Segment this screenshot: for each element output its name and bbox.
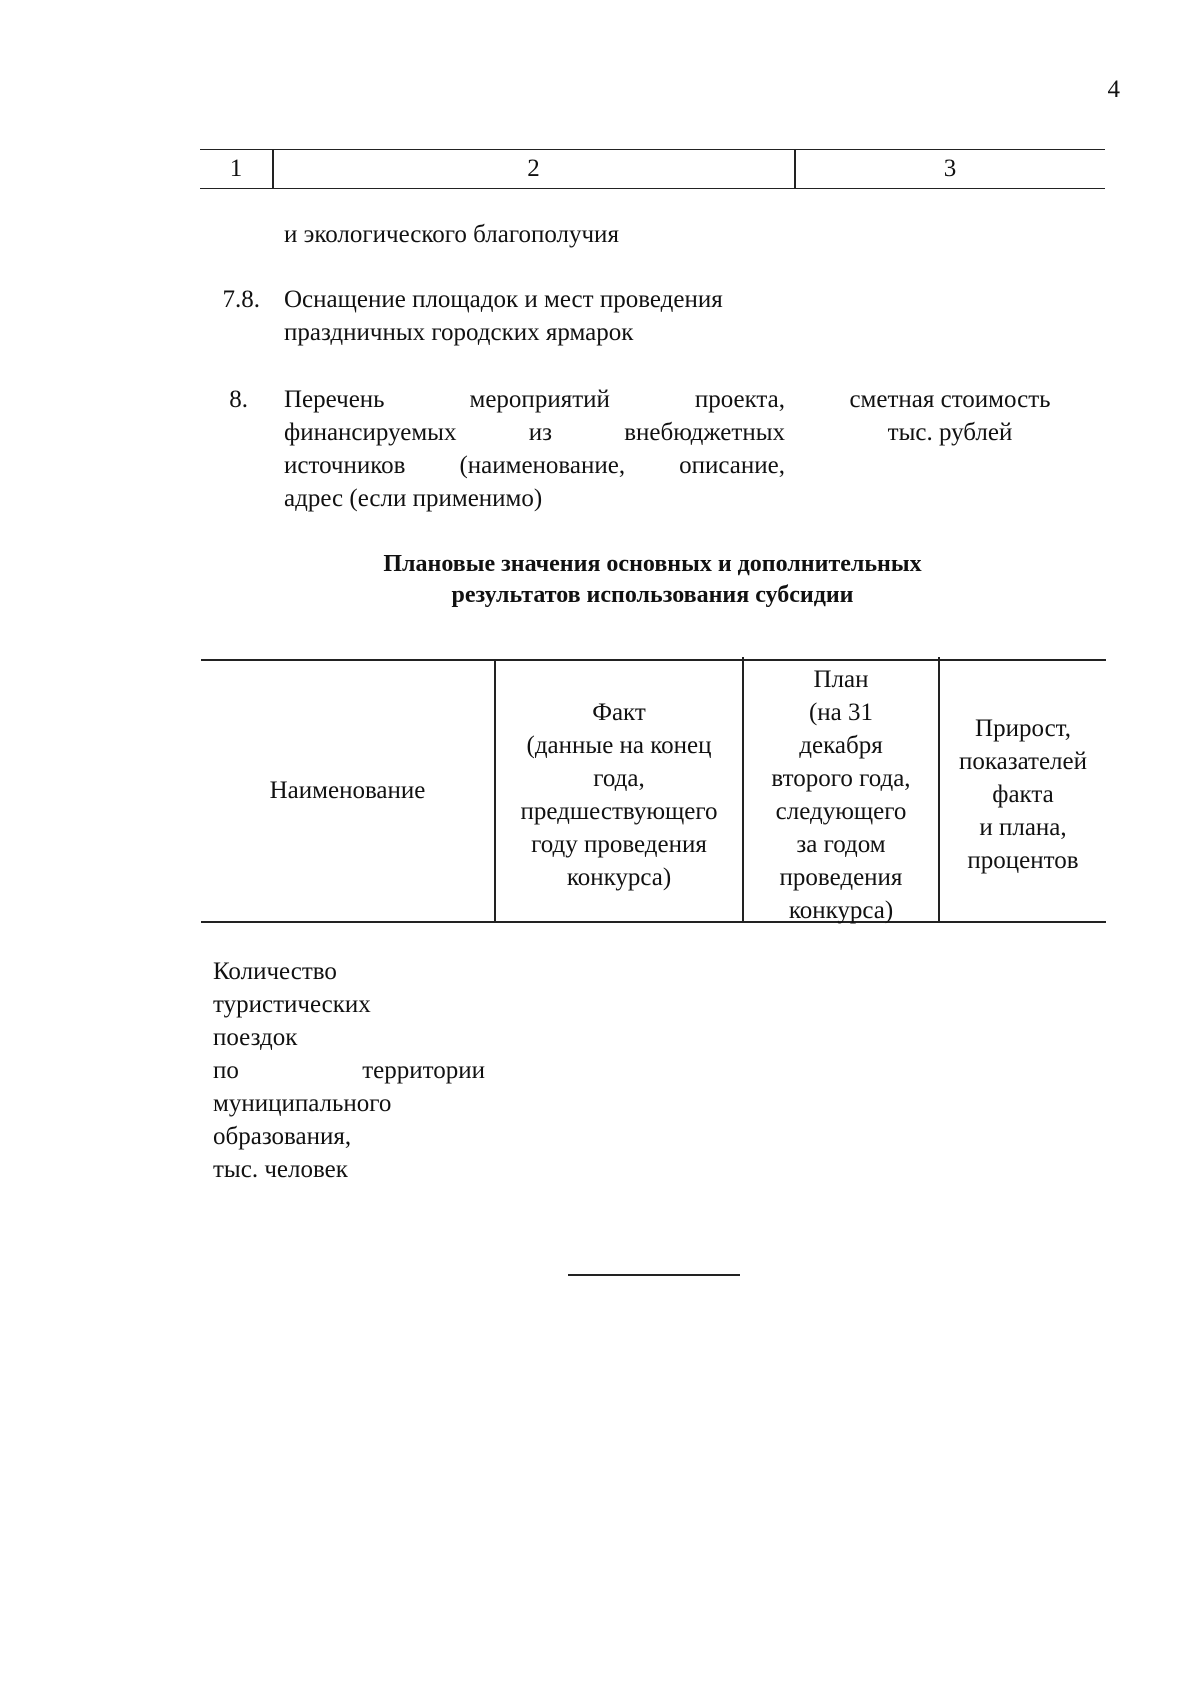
results-table <box>201 657 1106 923</box>
table-top-border <box>201 659 1106 661</box>
column-number-header <box>200 149 1105 189</box>
section-title-line1: Плановые значения основных и дополнительных <box>383 551 922 577</box>
page-number: 4 <box>1107 76 1120 103</box>
column-number-3: 3 <box>943 155 957 182</box>
item-8-cost-line2: тыс. рублей <box>887 419 1013 446</box>
header-growth: Прирост, показателей факта и плана, процентов <box>958 715 1088 874</box>
item-7-8-line1: Оснащение площадок и мест проведения <box>284 286 723 313</box>
item-7-8-number: 7.8. <box>222 286 260 313</box>
section-title <box>200 549 1105 611</box>
item-continuation-line: и экологического благополучия <box>284 221 619 248</box>
item-8-line3: источников (наименование, описание, <box>284 452 785 479</box>
section-title-line2: результатов использования субсидии <box>451 582 854 608</box>
column-number-1: 1 <box>229 155 243 182</box>
header-fact: Факт (данные на конец года, предшествующего году проведения конкурса) <box>520 699 718 891</box>
indicator-name: Количество туристических поездок по территории муниципального образования, тыс. человек <box>213 958 485 1183</box>
header-name: Наименование <box>269 777 426 804</box>
item-8-line1: Перечень мероприятий проекта, <box>284 386 785 413</box>
table-bottom-border <box>201 921 1106 923</box>
column-number-2: 2 <box>527 155 540 182</box>
item-8-line2: финансируемых из внебюджетных <box>284 419 785 446</box>
item-8-line4: адрес (если применимо) <box>284 485 543 512</box>
item-8-number: 8. <box>229 386 248 413</box>
item-8-cost-line1: сметная стоимость <box>849 386 1051 413</box>
item-7-8-line2: праздничных городских ярмарок <box>284 319 634 346</box>
closing-rule <box>568 1274 740 1276</box>
header-plan: План (на 31 декабря второго года, следующего за годом проведения конкурса) <box>771 666 911 924</box>
